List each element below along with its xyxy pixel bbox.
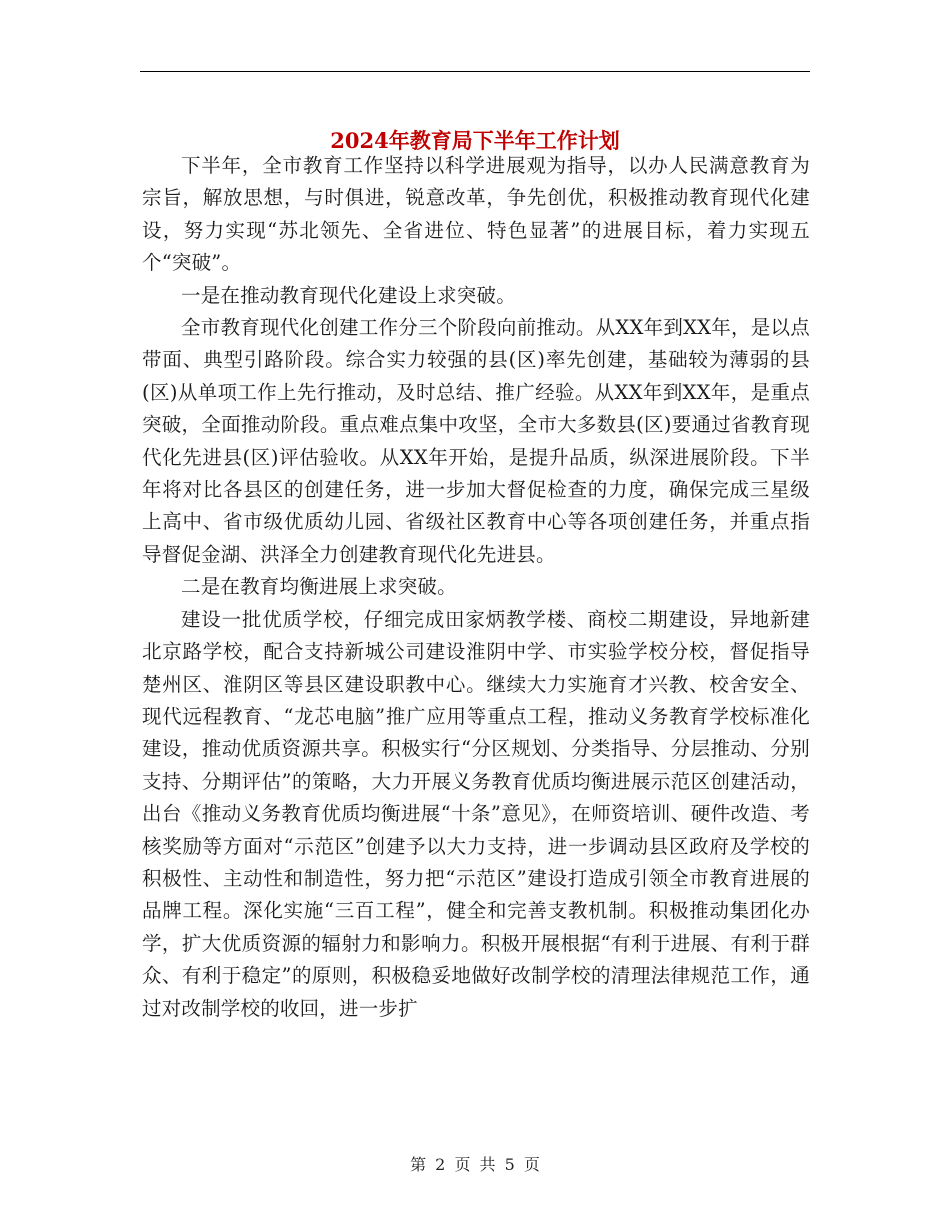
document-body (142, 150, 810, 1025)
page-number: 第 2 页 共 5 页 (410, 1155, 540, 1174)
paragraph-intro: 下半年，全市教育工作坚持以科学进展观为指导，以办人民满意教育为宗旨，解放思想，与时俱进，锐意改革，争先创优，积极推动教育现代化建设，努力实现“苏北领先、全省进位、特色显著”的进展目标，着力实现五个“突破”。 (142, 154, 810, 275)
paragraph-modernization: 全市教育现代化创建工作分三个阶段向前推动。从XX年到XX年，是以点带面、典型引路阶段。综合实力较强的县(区)率先创建，基础较为薄弱的县(区)从单项工作上先行推动，及时总结、推广经验。从XX年到XX年，是重点突破，全面推动阶段。重点难点集中攻坚，全市大多数县(区)要通过省教育现代化先进县(区)评估验收。从XX年开始，是提升品质，纵深进展阶段。下半年将对比各县区的创建任务，进一步加大督促检查的力度，确保完成三星级上高中、省市级优质幼儿园、省级社区教育中心等各项创建任务，并重点指导督促金湖、洪泽全力创建教育现代化先进县。 (142, 316, 810, 566)
document-title: 2024年教育局下半年工作计划 (330, 128, 620, 154)
section-heading-2: 二是在教育均衡进展上求突破。 (181, 575, 457, 599)
section-heading-1: 一是在推动教育现代化建设上求突破。 (181, 283, 516, 307)
header-rule (140, 71, 810, 72)
paragraph-balance: 建设一批优质学校，仔细完成田家炳教学楼、商校二期建设，异地新建北京路学校，配合支持新城公司建设淮阴中学、市实验学校分校，督促指导楚州区、淮阴区等县区建设职教中心。继续大力实施育才兴教、校舍安全、现代远程教育、“龙芯电脑”推广应用等重点工程，推动义务教育学校标准化建设，推动优质资源共享。积极实行“分区规划、分类指导、分层推动、分别支持、分期评估”的策略，大力开展义务教育优质均衡进展示范区创建活动，出台《推动义务教育优质均衡进展“十条”意见》，在师资培训、硬件改造、考核奖励等方面对“示范区”创建予以大力支持，进一步调动县区政府及学校的积极性、主动性和制造性，努力把“示范区”建设打造成引领全市教育进展的品牌工程。深化实施“三百工程”，健全和完善支教机制。积极推动集团化办学，扩大优质资源的辐射力和影响力。积极开展根据“有利于进展、有利于群众、有利于稳定”的原则，积极稳妥地做好改制学校的清理法律规范工作，通过对改制学校的收回，进一步扩 (142, 607, 810, 1020)
